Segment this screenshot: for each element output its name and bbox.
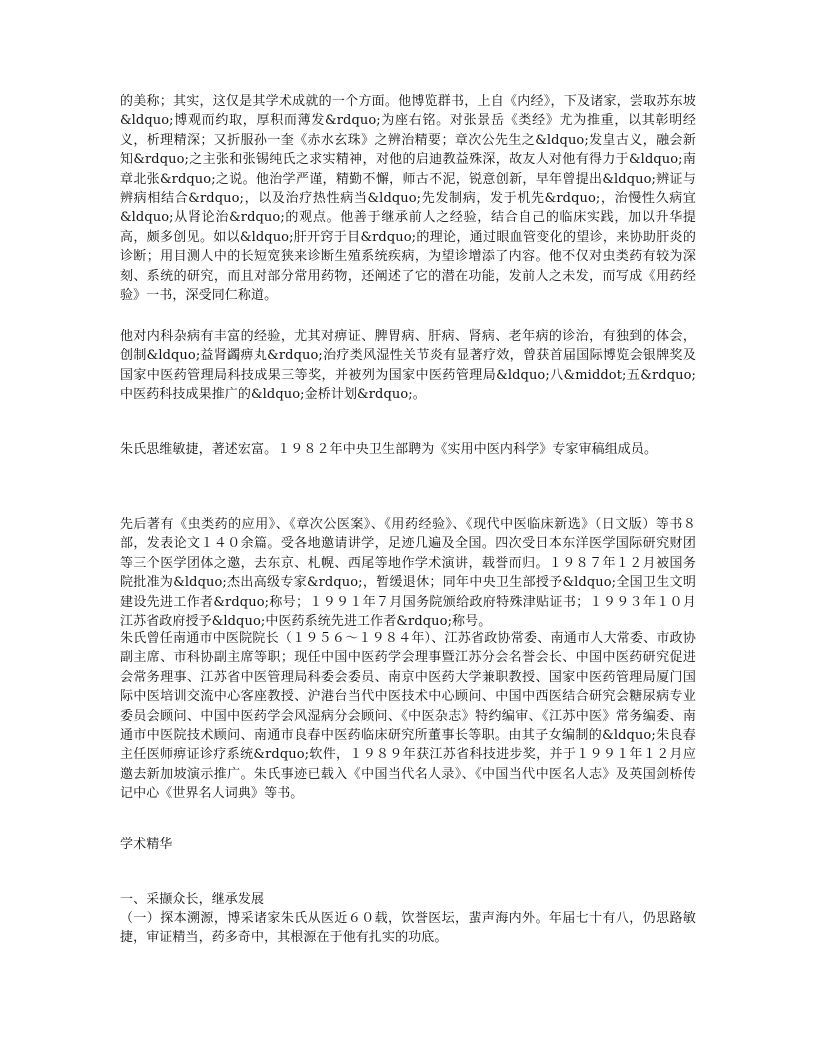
paragraph-academic-background: 的美称；其实，这仅是其学术成就的一个方面。他博览群书，上自《内经》，下及诸家，尝取苏东坡&ldquo;博观而约取，厚积而薄发&rdquo;为座右铭。对张景岳《类经》尤为推重，以其彰明经义，析理精深；又折服孙一奎《赤水玄珠》之辨治精要；章次公先生之&ldquo;发皇古义，融会新知&rdquo;之主张和张锡纯氏之求实精神，对他的启迪教益殊深，故友人对他有得力于&ldquo;南章北张&rdquo;之说。他治学严谨，精勤不懈，师古不泥，锐意创新，早年曾提出&ldquo;辨证与辨病相结合&rdquo;，以及治疗热性病当&ldquo;先发制病，发于机先&rdquo;，治慢性久病宜&ldquo;从肾论治&rdquo;的观点。他善于继承前人之经验，结合自己的临床实践，加以升华提高，颇多创见。如以&ldquo;肝开窍于目&rdquo;的理论，通过眼血管变化的望诊，来协助肝炎的诊断；用目测人中的长短宽狭来诊断生殖系统疾病，为望诊增添了内容。他不仅对虫类药有较为深刻、系统的研究，而且对部分常用药物，还阐述了它的潜在功能，发前人之未发，而写成《用药经验》一书，深受同仁称道。 [120, 94, 696, 304]
section-heading-academic-essence: 学术精华 [120, 837, 173, 852]
paragraph-clinical-experience: 他对内科杂病有丰富的经验，尤其对痹证、脾胃病、肝病、肾病、老年病的诊治，有独到的体会，创制&ldquo;益肾蠲痹丸&rdquo;治疗类风湿性关节炎有显著疗效，曾获首届国际博览会银牌奖及国家中医药管理局科技成果三等奖，并被列为国家中医药管理局&ldquo;八&middot;五&rdquo;中医药科技成果推广的&ldquo;金桥计划&rdquo;。 [120, 329, 696, 403]
paragraph-explore-origins: （一）探本溯源，博采诸家朱氏从医近６０载，饮誉医坛，蜚声海内外。年届七十有八，仍思路敏捷，审证精当，药多奇中，其根源在于他有扎实的功底。 [120, 911, 696, 946]
paragraph-publications-honors: 先后著有《虫类药的应用》、《章次公医案》、《用药经验》、《现代中医临床新选》（日文版）等书８部，发表论文１４０余篇。受各地邀请讲学，足迹几遍及全国。四次受日本东洋医学国际研究财团等三个医学团体之邀，去东京、札幌、西尾等地作学术演讲，载誉而归。１９８７年１２月被国务院批准为&ldquo;杰出高级专家&rdquo;，暂缓退休；同年中央卫生部授予&ldquo;全国卫生文明建设先进工作者&rdquo;称号；１９９１年７月国务院颁给政府特殊津贴证书；１９９３年１０月江苏省政府授予&ldquo;中医药系统先进工作者&rdquo;称号。 [120, 517, 696, 630]
paragraph-writings-summary: 朱氏思维敏捷，著述宏富。１９８２年中央卫生部聘为《实用中医内科学》专家审稿组成员。 [120, 442, 658, 457]
paragraph-positions: 朱氏曾任南通市中医院院长（１９５６～１９８４年）、江苏省政协常委、南通市人大常委、市政协副主席、市科协副主席等职；现任中国中医药学会理事暨江苏分会名誉会长、中国中医药研究促进会常务理事、江苏省中医管理局科委会委员、南京中医药大学兼职教授、国家中医药管理局厦门国际中医培训交流中心客座教授、沪港台当代中医技术中心顾问、中国中西医结合研究会糖尿病专业委员会顾问、中国中医药学会风湿病分会顾问、《中医杂志》特约编审、《江苏中医》常务编委、南通市中医院技术顾问、南通市良春中医药临床研究所董事长等职。由其子女编制的&ldquo;朱良春主任医师痹证诊疗系统&rdquo;软件，１９８９年获江苏省科技进步奖，并于１９９１年１２月应邀去新加坡演示推广。朱氏事迹已载入《中国当代名人录》、《中国当代中医名人志》及英国剑桥传记中心《世界名人词典》等书。 [120, 631, 696, 802]
subsection-heading-inherit-develop: 一、采撷众长，继承发展 [120, 892, 265, 907]
